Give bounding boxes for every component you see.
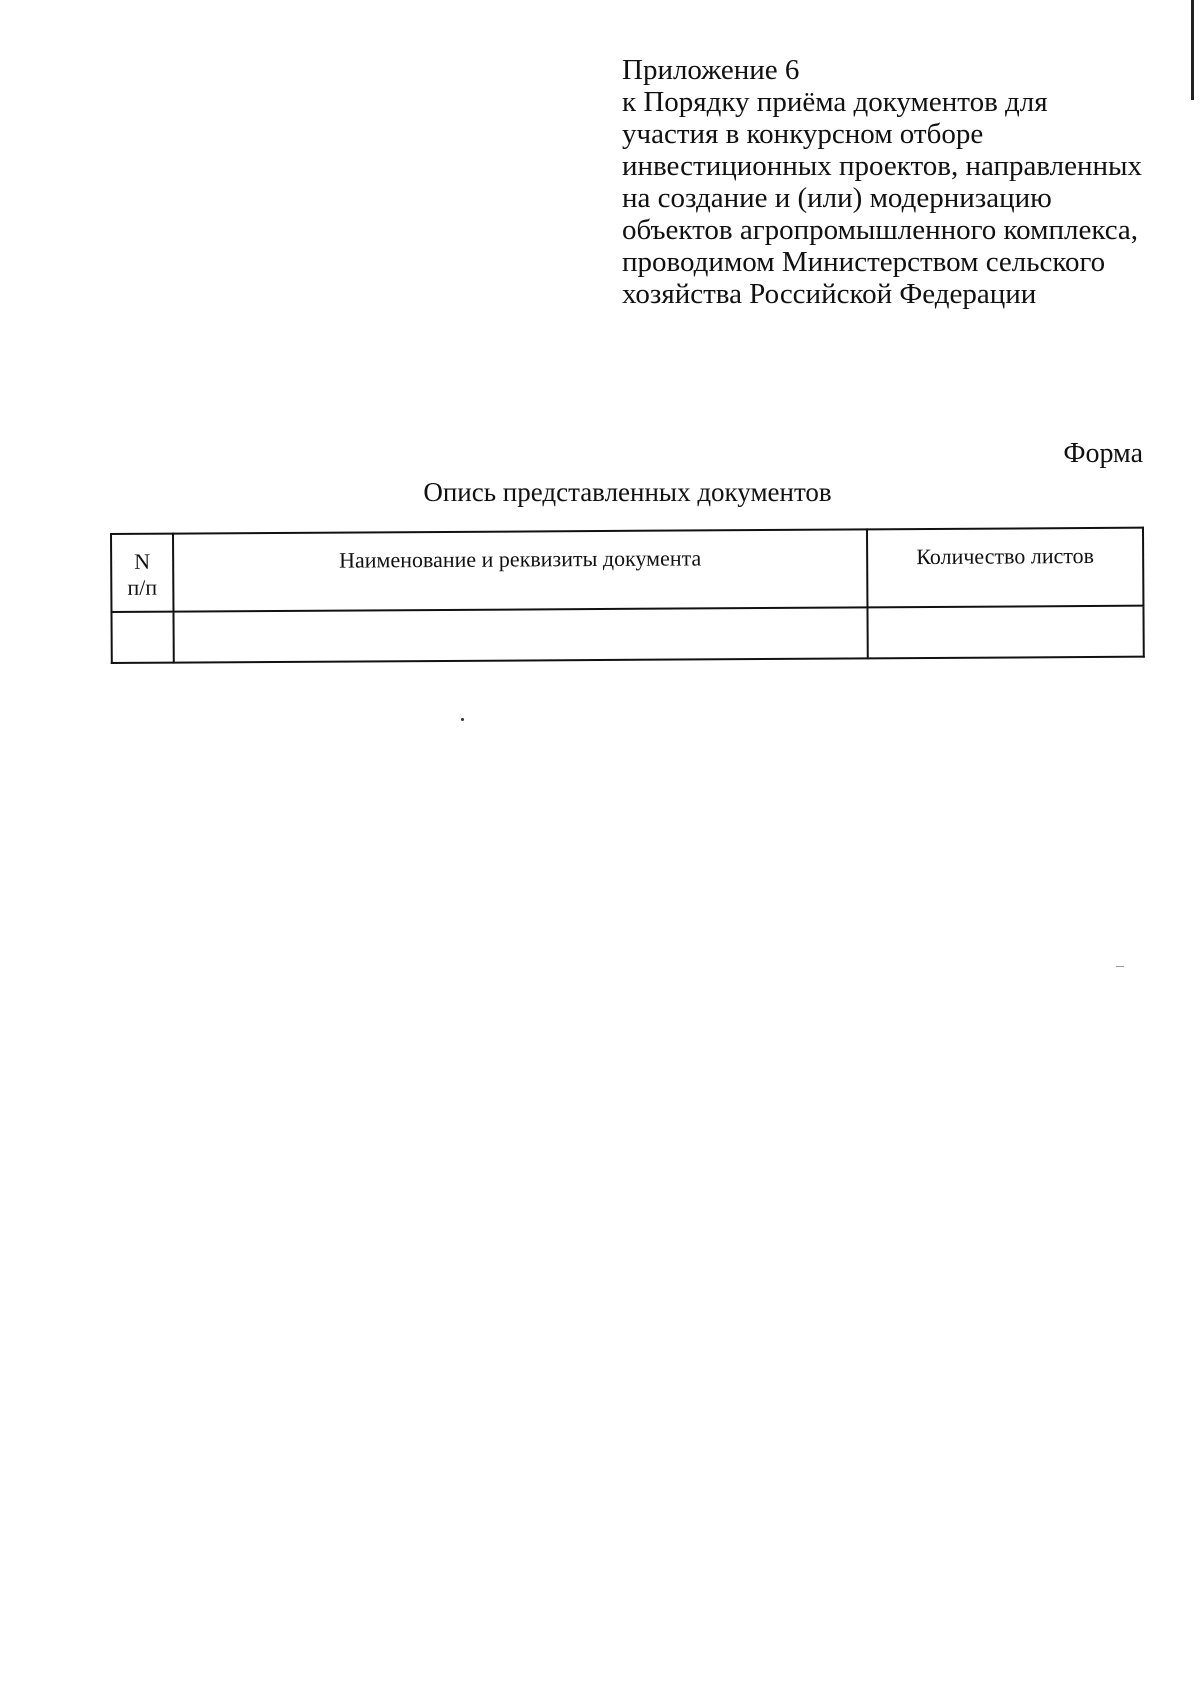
appendix-line: к Порядку приёма документов для: [622, 86, 1048, 118]
cell-sheet-count: [867, 606, 1143, 659]
appendix-line: на создание и (или) модернизацию: [622, 182, 1052, 214]
appendix-line: хозяйства Российской Федерации: [622, 278, 1037, 310]
appendix-line: участия в конкурсном отборе: [622, 118, 984, 150]
scan-edge-line: [1191, 0, 1194, 100]
appendix-title: Приложение 6: [622, 54, 800, 86]
column-header-number-pp: п/п: [127, 574, 158, 600]
scan-speck: [461, 718, 464, 721]
cell-number: [111, 612, 173, 663]
column-header-sheet-count: Количество листов: [867, 528, 1143, 608]
table-header-row: [111, 528, 1143, 612]
table-row: [111, 606, 1143, 663]
column-header-number-n: N: [134, 548, 151, 574]
scan-speck: [1116, 966, 1124, 967]
column-header-document-name: Наименование и реквизиты документа: [173, 529, 867, 611]
documents-table-wrapper: [110, 527, 1143, 664]
appendix-line: инвестиционных проектов, направленных: [622, 150, 1143, 182]
form-label: Форма: [1063, 438, 1143, 469]
appendix-header: [622, 54, 1162, 310]
appendix-line: проводимом Министерством сельского: [622, 246, 1106, 278]
appendix-line: объектов агропромышленного комплекса,: [622, 214, 1139, 246]
document-title: Опись представленных документов: [423, 477, 832, 507]
column-header-number: [111, 534, 173, 612]
cell-document-name: [173, 607, 867, 662]
documents-table: [110, 527, 1145, 664]
